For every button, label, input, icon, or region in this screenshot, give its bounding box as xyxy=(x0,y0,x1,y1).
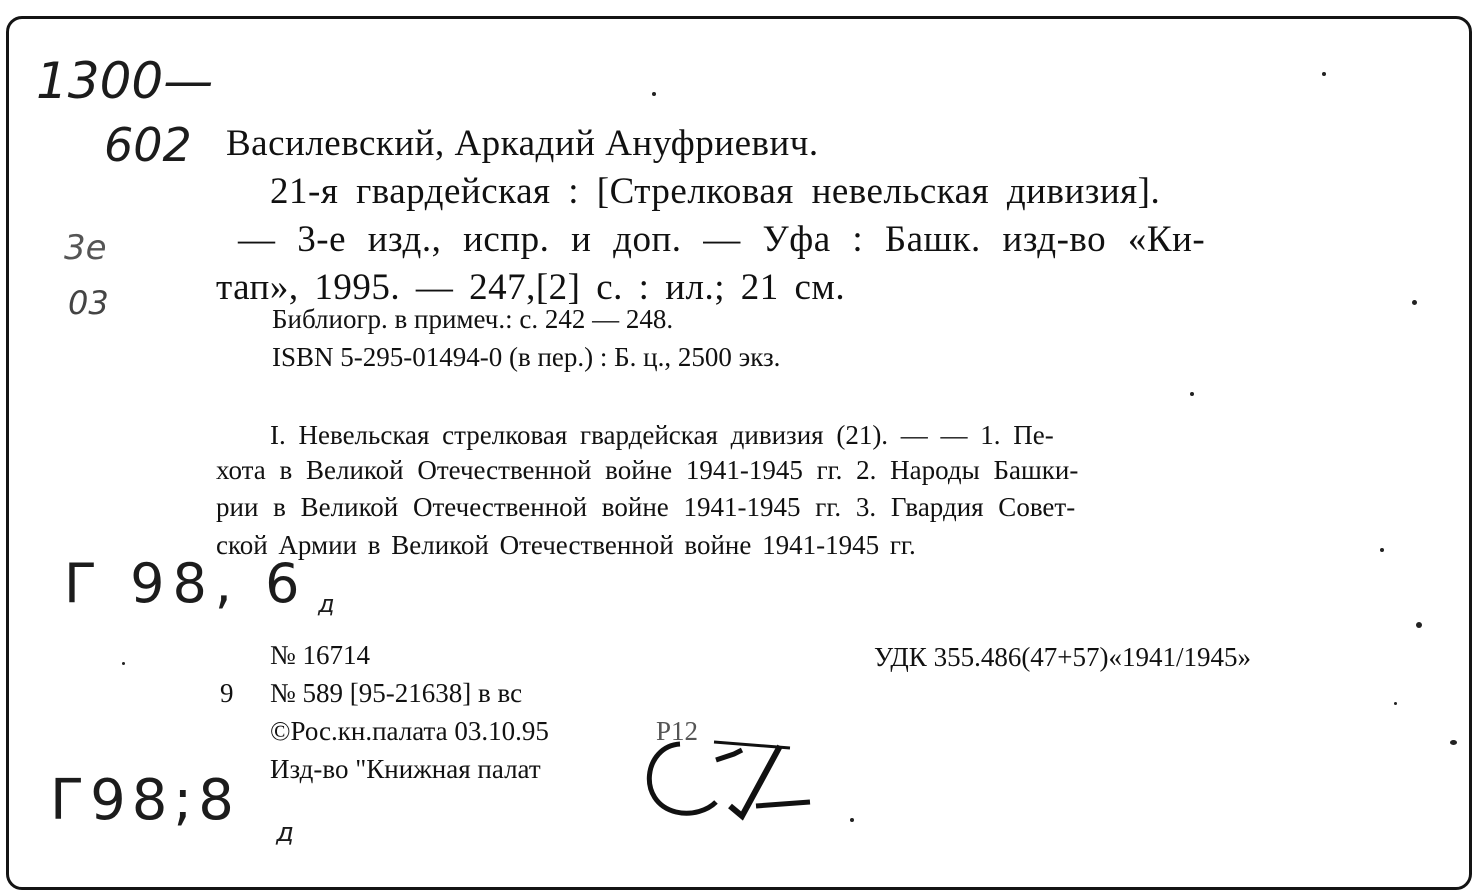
card-leading-digit: 9 xyxy=(220,678,234,708)
scan-speck xyxy=(850,818,854,822)
handwritten-shelf-mark-1: Г 98, 6 xyxy=(64,552,308,615)
card-author: Василевский, Аркадий Ануфриевич. xyxy=(226,123,819,164)
ink-scribble-icon xyxy=(630,720,820,830)
handwritten-shelf-mark-2-sub: д xyxy=(276,818,294,848)
card-subjects-line-3: рии в Великой Отечественной войне 1941-1945 гг. 3. Гвардия Совет- xyxy=(216,492,1076,522)
scan-speck xyxy=(1190,392,1194,396)
scan-speck xyxy=(1394,702,1397,705)
card-title-line-2: — 3-е изд., испр. и доп. — Уфа : Башк. изд-во «Ки- xyxy=(238,219,1206,260)
scan-speck xyxy=(1322,72,1326,76)
card-subjects-line-1: I. Невельская стрелковая гвардейская дивизия (21). — — 1. Пе- xyxy=(270,420,1054,450)
card-note-isbn: ISBN 5-295-01494-0 (в пер.) : Б. ц., 2500 экз. xyxy=(272,342,781,372)
card-title-line-3: тап», 1995. — 247,[2] с. : ил.; 21 см. xyxy=(216,267,846,308)
scan-speck xyxy=(1412,300,1417,305)
handwritten-shelf-mark-2: Г98;8 xyxy=(50,768,240,833)
handwritten-left-mark-2: 03 xyxy=(68,284,109,322)
scan-speck xyxy=(1380,548,1384,552)
card-copyright-tail: Р12 xyxy=(656,716,699,746)
scan-speck xyxy=(1416,622,1422,628)
card-subjects-line-2: хота в Великой Отечественной войне 1941-1945 гг. 2. Народы Башки- xyxy=(216,455,1079,485)
card-udc: УДК 355.486(47+57)«1941/1945» xyxy=(874,642,1252,672)
scan-speck xyxy=(652,92,656,96)
card-subjects-line-4: ской Армии в Великой Отечественной войне 1941-1945 гг. xyxy=(216,530,916,560)
scan-speck xyxy=(1450,740,1457,745)
card-note-bibliography: Библиогр. в примеч.: с. 242 — 248. xyxy=(272,304,674,334)
card-title-line-1: 21-я гвардейская : [Стрелковая невельская дивизия]. xyxy=(270,171,1161,212)
card-order-number: № 589 [95-21638] в вс xyxy=(270,678,523,708)
handwritten-left-mark-1: 3е xyxy=(64,228,107,268)
handwritten-shelf-mark-1-sub: д xyxy=(318,590,335,618)
scan-speck xyxy=(122,662,125,665)
card-copyright: ©Рос.кн.палата 03.10.95 xyxy=(270,716,549,746)
card-publisher: Изд-во "Книжная палат xyxy=(270,754,541,784)
handwritten-number: 1300— xyxy=(36,52,214,110)
handwritten-suffix: 602 xyxy=(104,118,192,172)
card-record-number: № 16714 xyxy=(270,640,371,670)
